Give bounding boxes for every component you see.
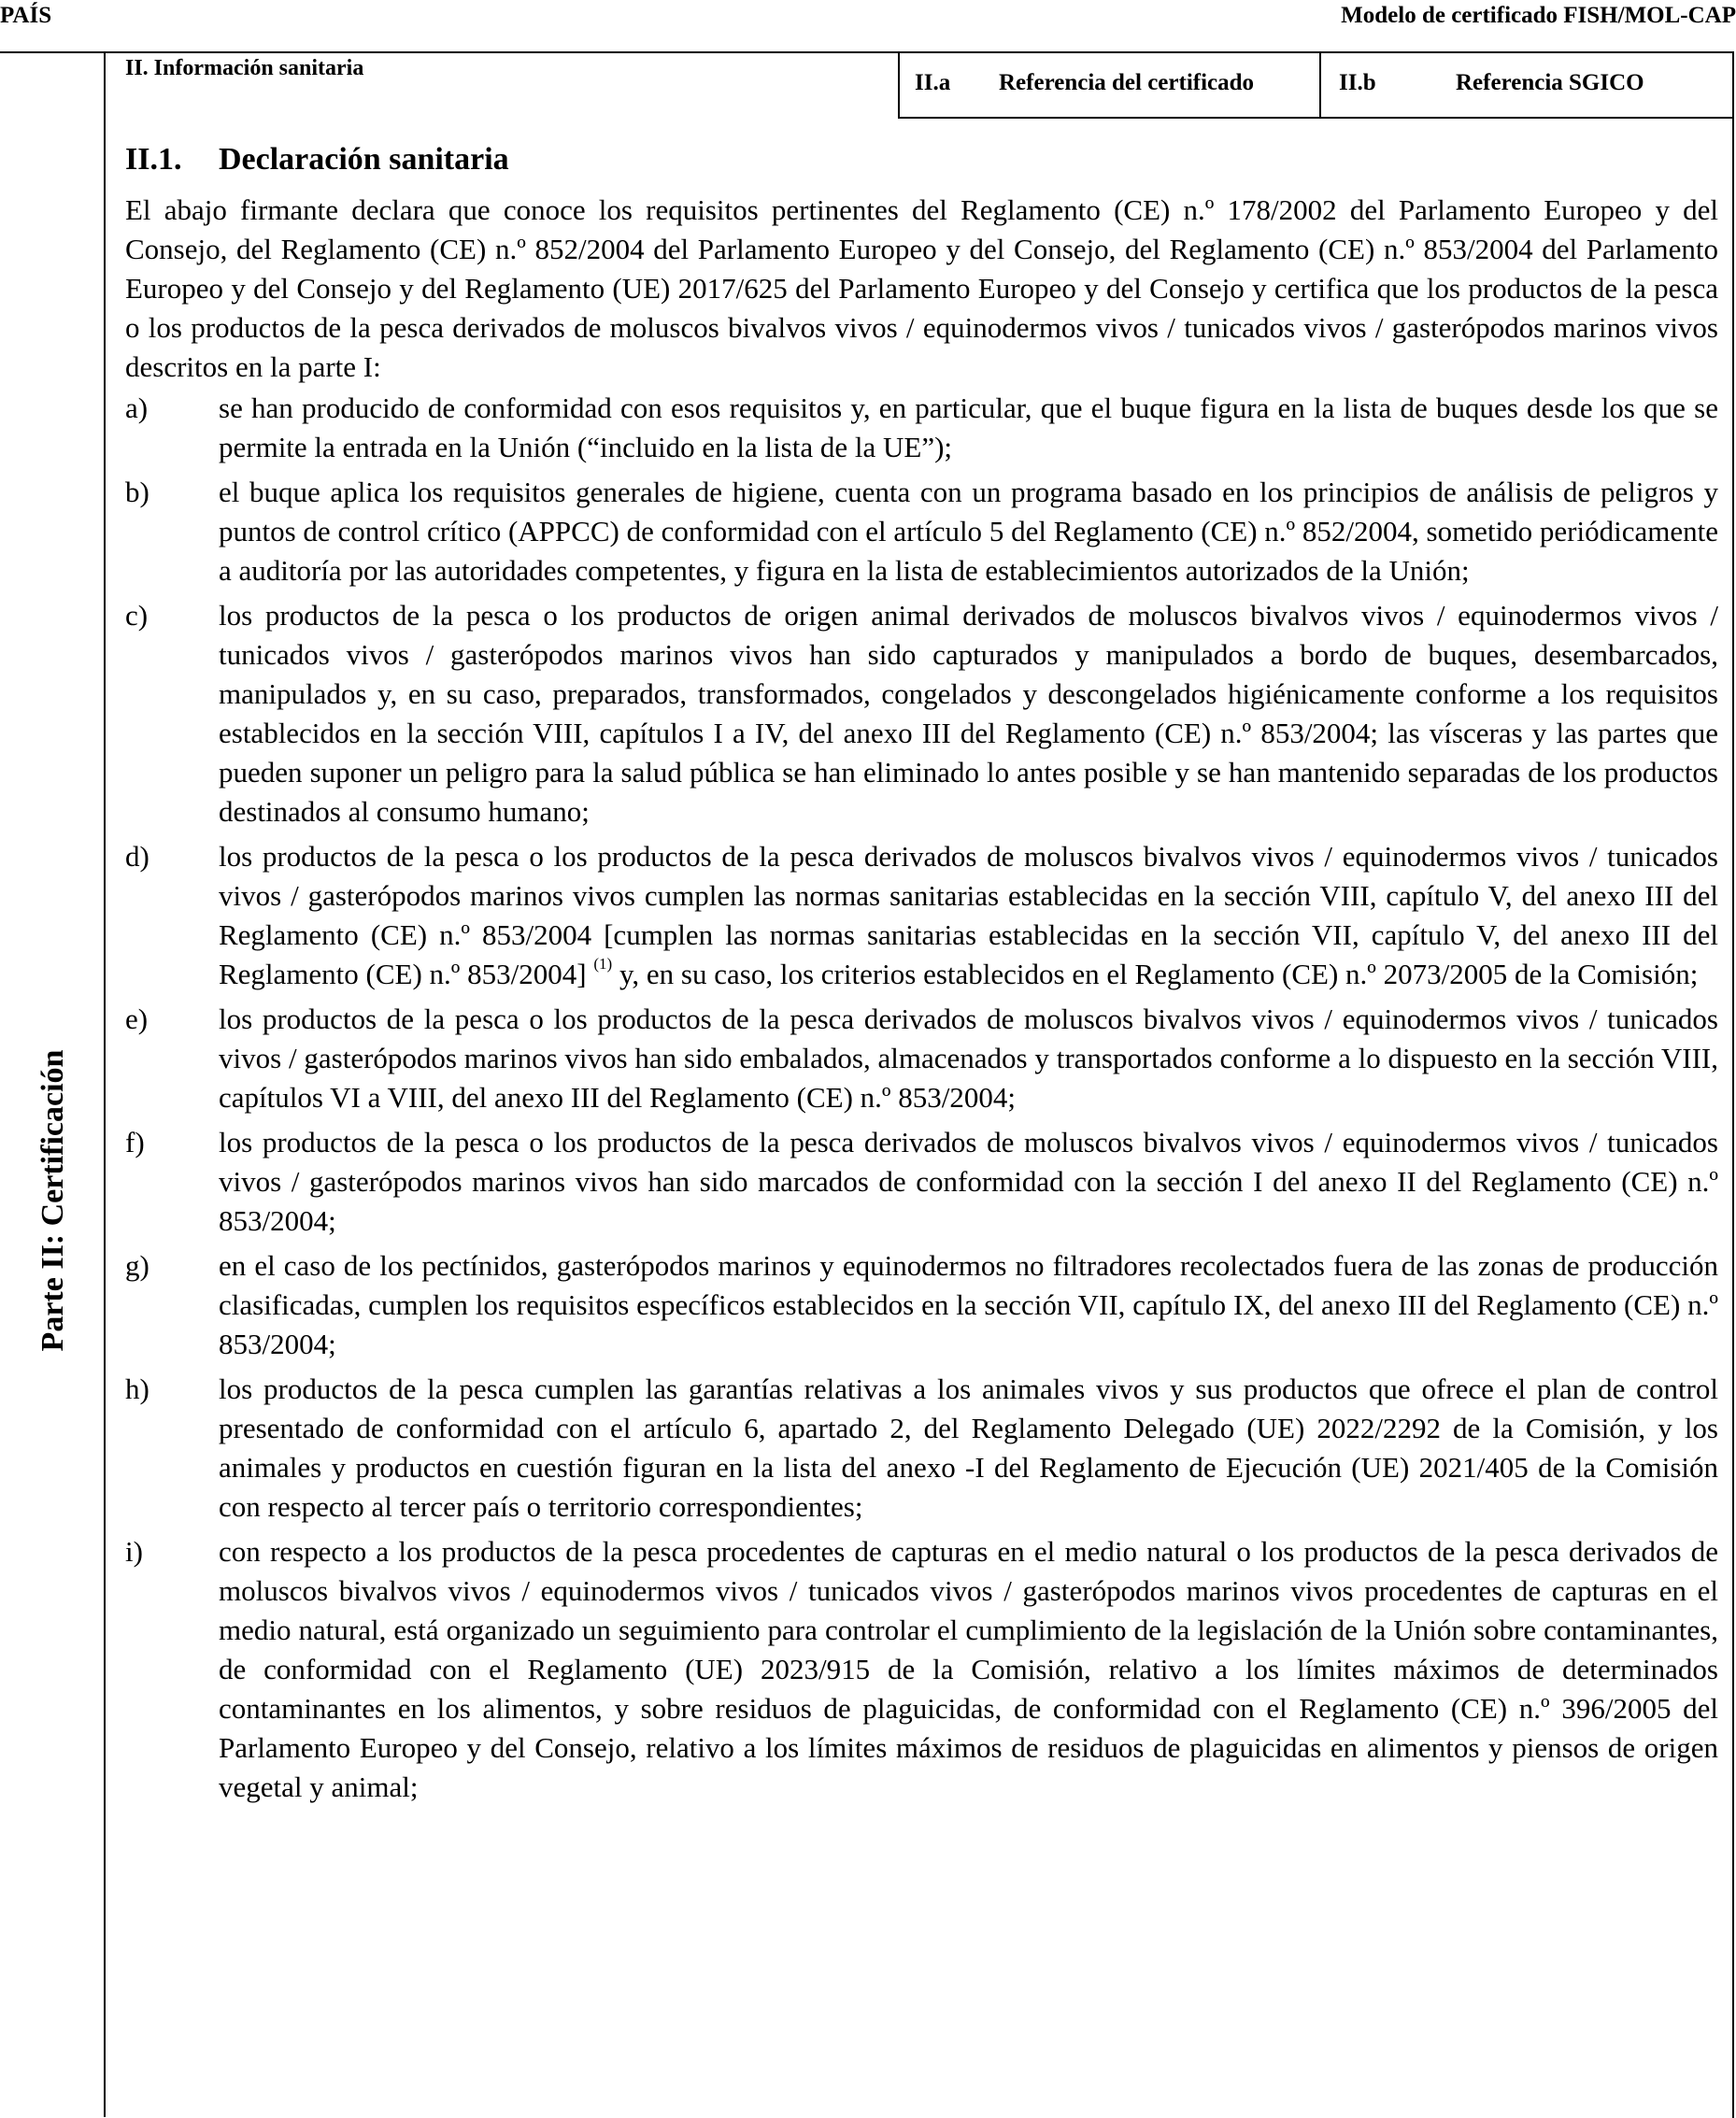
- item-text: los productos de la pesca o los productos de la pesca derivados de moluscos bivalvos vivos / equinodermos vivos / tunicados vivos / gasterópodos marinos vivos han sido marcados de conformidad con la sección I del anexo II del Reglamento (CE) n.º 853/2004;: [219, 1126, 1718, 1237]
- declaration-title-text: Declaración sanitaria: [219, 142, 509, 177]
- ref-a-code: II.a: [915, 70, 951, 95]
- item-label: b): [125, 476, 149, 508]
- declaration-title: [125, 138, 1718, 181]
- item-text: en el caso de los pectínidos, gasterópodos marinos y equinodermos no filtradores recolectados fuera de las zonas de producción clasificadas, cumplen los requisitos específicos establecidos en la sección VII, capítulo IX, del anexo III del Reglamento (CE) n.º 853/2004;: [219, 1249, 1718, 1360]
- side-column: [0, 51, 106, 2117]
- item-label: h): [125, 1372, 149, 1405]
- item-text: los productos de la pesca cumplen las garantías relativas a los animales vivos y sus productos que ofrece el plan de control presentado de conformidad con el artículo 6, apartado 2, del Reglamento Delegado (UE) 2022/2292 de la Comisión, y los animales y productos en cuestión figuran en la lista del anexo -I del Reglamento de Ejecución (UE) 2021/405 de la Comisión con respecto al tercer país o territorio correspondientes;: [219, 1372, 1718, 1523]
- declaration-item-c: [125, 596, 1718, 832]
- item-text: los productos de la pesca o los productos de la pesca derivados de moluscos bivalvos vivos / equinodermos vivos / tunicados vivos / gasterópodos marinos vivos han sido embalados, almacenados y transportados conforme a lo dispuesto en la sección VIII, capítulos VI a VIII, del anexo III del Reglamento (CE) n.º 853/2004;: [219, 1002, 1718, 1114]
- item-label: g): [125, 1249, 149, 1282]
- footnote-reference: (1): [593, 955, 613, 973]
- section-heading: II. Información sanitaria: [125, 56, 364, 80]
- item-text: los productos de la pesca o los productos de la pesca derivados de moluscos bivalvos vivos / equinodermos vivos / tunicados vivos / gasterópodos marinos vivos cumplen las normas sanitarias establecidas en la sección VIII, capítulo V, del anexo III del Reglamento (CE) n.º 853/2004 [cumplen las normas sanitarias establecidas en la sección VII, capítulo V, del anexo III del Reglamento (CE) n.º 853/2004]: [219, 840, 1718, 990]
- declaration-item-a: [125, 389, 1718, 467]
- item-label: c): [125, 599, 149, 632]
- item-text: los productos de la pesca o los productos de origen animal derivados de moluscos bivalvos vivos / equinodermos vivos / tunicados vivos / gasterópodos marinos vivos han sido capturados y manipulados a bordo de buques, desembarcados, manipulados y, en su caso, preparados, transformados, congelados y descongelados higiénicamente conforme a los requisitos establecidos en la sección VIII, capítulos I a IV, del anexo III del Reglamento (CE) n.º 853/2004; las vísceras y las partes que pueden suponer un peligro para la salud pública se han eliminado lo antes posible y se han mantenido separadas de los productos destinados al consumo humano;: [219, 599, 1718, 828]
- declaration-item-f: [125, 1123, 1718, 1241]
- item-text: el buque aplica los requisitos generales de higiene, cuenta con un programa basado en los principios de análisis de peligros y puntos de control crítico (APPCC) de conformidad con el artículo 5 del Reglamento (CE) n.º 852/2004, sometido periódicamente a auditoría por las autoridades competentes, y figura en la lista de establecimientos autorizados de la Unión;: [219, 476, 1718, 587]
- ref-a-label: Referencia del certificado: [999, 70, 1255, 95]
- ref-b-label: Referencia SGICO: [1456, 70, 1644, 95]
- declaration-item-i: [125, 1532, 1718, 1807]
- item-label: d): [125, 840, 149, 873]
- part-label: Parte II: Certificación: [36, 1049, 70, 1352]
- declaration-item-g: [125, 1246, 1718, 1364]
- item-label: a): [125, 391, 149, 424]
- declaration-intro: El abajo firmante declara que conoce los requisitos pertinentes del Reglamento (CE) n.º 178/2002 del Parlamento Europeo y del Consejo, del Reglamento (CE) n.º 852/2004 del Parlamento Europeo y del Consejo, del Reglamento (CE) n.º 853/2004 del Parlamento Europeo y del Consejo y del Reglamento (UE) 2017/625 del Parlamento Europeo y del Consejo y certifica que los productos de la pesca o los productos de la pesca derivados de moluscos bivalvos vivos / equinodermos vivos / tunicados vivos / gasterópodos marinos vivos descritos en la parte I:: [125, 193, 1718, 383]
- declaration-item-h: [125, 1370, 1718, 1527]
- certificate-reference-box: [898, 51, 1321, 119]
- item-text: con respecto a los productos de la pesca procedentes de capturas en el medio natural o los productos de la pesca derivados de moluscos bivalvos vivos / equinodermos vivos / tunicados vivos / gasterópodos marinos vivos procedentes de capturas en el medio natural, está organizado un seguimiento para controlar el cumplimiento de la legislación de la Unión sobre contaminantes, de conformidad con el Reglamento (UE) 2023/915 de la Comisión, relativo a los límites máximos de determinados contaminantes en los alimentos, y sobre residuos de plaguicidas, de conformidad con el Reglamento (CE) n.º 396/2005 del Parlamento Europeo y del Consejo, relativo a los límites máximos de residuos de plaguicidas en alimentos y piensos de origen vegetal y animal;: [219, 1535, 1718, 1803]
- declaration-number: II.1.: [125, 142, 182, 177]
- item-label: i): [125, 1535, 143, 1568]
- item-label: e): [125, 1002, 149, 1035]
- certificate-model-label: Modelo de certificado FISH/MOL-CAP: [1341, 3, 1736, 28]
- item-text: se han producido de conformidad con esos requisitos y, en particular, que el buque figura en la lista de buques desde los que se permite la entrada en la Unión (“incluido en la lista de la UE”);: [219, 391, 1718, 463]
- ref-b-code: II.b: [1339, 70, 1376, 95]
- item-label: f): [125, 1126, 145, 1159]
- declaration-item-e: [125, 1000, 1718, 1117]
- item-text-continued: y, en su caso, los criterios establecidos en el Reglamento (CE) n.º 2073/2005 de la Comisión;: [612, 958, 1699, 990]
- declaration-item-b: [125, 473, 1718, 590]
- sgico-reference-box: [1319, 51, 1734, 119]
- declaration-content: [125, 138, 1718, 1812]
- country-label: PAÍS: [0, 3, 52, 28]
- declaration-item-d: [125, 837, 1718, 994]
